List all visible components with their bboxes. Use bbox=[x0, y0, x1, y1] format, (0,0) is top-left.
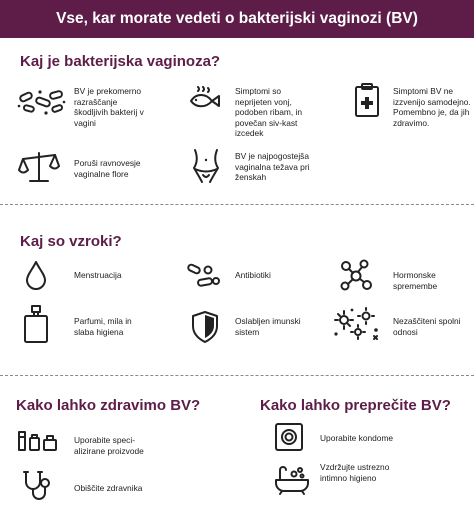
germs-icon bbox=[332, 306, 382, 342]
perfume-bottle-icon bbox=[22, 304, 50, 344]
cause-item-4: Parfumi, mila in slaba higiena bbox=[74, 316, 132, 337]
section-heading-causes: Kaj so vzroki? bbox=[20, 233, 122, 250]
page-banner bbox=[0, 0, 474, 38]
droplet-icon bbox=[24, 260, 48, 290]
section-divider bbox=[0, 204, 474, 205]
what-is-item-4: Poruši ravnovesje vaginalne flore bbox=[74, 158, 141, 179]
shield-icon bbox=[190, 310, 220, 344]
section-divider bbox=[0, 375, 474, 376]
page-title: Vse, kar morate vedeti o bakterijski vaginozi (BV) bbox=[56, 10, 418, 27]
condom-icon bbox=[274, 422, 304, 452]
cause-item-2: Antibiotiki bbox=[235, 270, 271, 280]
female-torso-icon bbox=[190, 148, 222, 184]
balance-scale-icon bbox=[18, 150, 60, 184]
bathtub-icon bbox=[274, 464, 310, 496]
treatment-item-2: Obiščite zdravnika bbox=[74, 483, 143, 493]
what-is-item-1: BV je prekomerno razraščanje škodljivih bakterij v vagini bbox=[74, 86, 144, 128]
cause-item-6: Nezaščiteni spolni odnosi bbox=[393, 316, 461, 337]
medical-clipboard-icon bbox=[353, 82, 381, 118]
cause-item-3: Hormonske spremembe bbox=[393, 270, 438, 291]
section-heading-what-is-bv: Kaj je bakterijska vaginoza? bbox=[20, 53, 221, 70]
cause-item-5: Oslabljen imunski sistem bbox=[235, 316, 301, 337]
medicine-products-icon bbox=[16, 428, 60, 454]
molecule-icon bbox=[338, 258, 374, 292]
stethoscope-icon bbox=[22, 470, 58, 502]
what-is-item-5: BV je najpogostejša vaginalna težava pri ženskah bbox=[235, 151, 310, 183]
fish-icon bbox=[188, 86, 222, 112]
prevention-item-2: Vzdržujte ustrezno intimno higieno bbox=[320, 462, 390, 483]
section-heading-treatment: Kako lahko zdravimo BV? bbox=[16, 397, 201, 414]
bacteria-icon bbox=[16, 86, 68, 118]
what-is-item-2: Simptomi so neprijeten vonj, podoben ribam, in povečan siv-kast izcedek bbox=[235, 86, 303, 139]
pills-icon bbox=[186, 262, 222, 290]
treatment-item-1: Uporabite speci-alizirane proizvode bbox=[74, 435, 144, 456]
what-is-item-3: Simptomi BV ne izzvenijo samodejno. Pomembno je, da jih zdravimo. bbox=[393, 86, 471, 128]
section-heading-prevention: Kako lahko preprečite BV? bbox=[260, 397, 451, 414]
prevention-item-1: Uporabite kondome bbox=[320, 433, 394, 443]
cause-item-1: Menstruacija bbox=[74, 270, 122, 280]
